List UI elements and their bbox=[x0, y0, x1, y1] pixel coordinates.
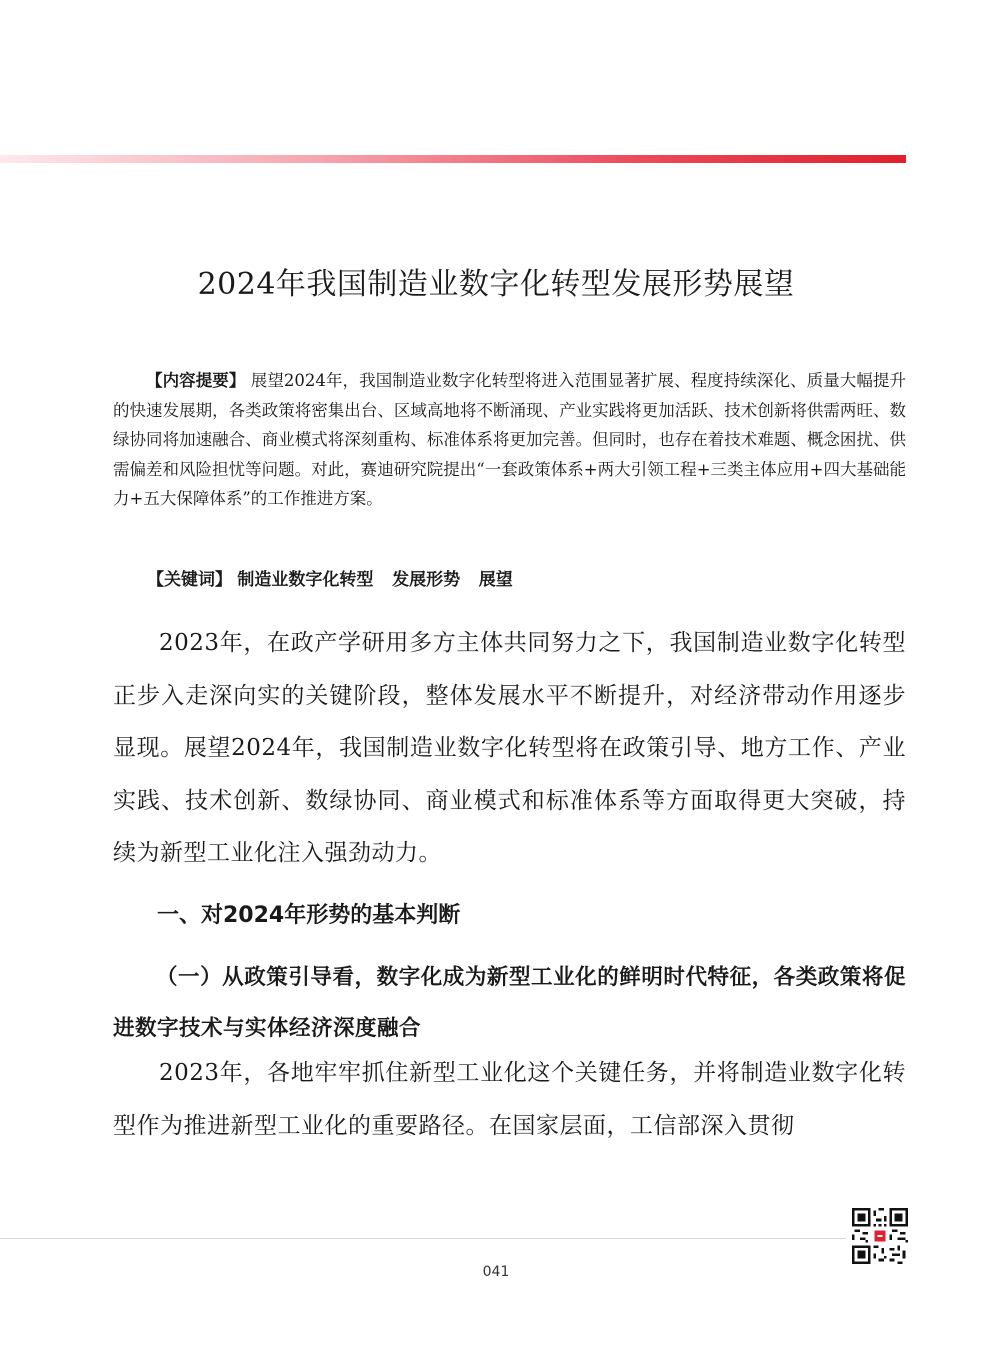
keyword: 展望 bbox=[478, 570, 513, 590]
abstract-text: 展望2024年，我国制造业数字化转型将进入范围显著扩展、程度持续深化、质量大幅提升的快速发展期，各类政策将密集出台、区域高地将不断涌现、产业实践将更加活跃、技术创新将供需两旺、数绿协同将加速融合、商业模式将深刻重构、标准体系将更加完善。但同时，也存在着技术难题、概念困扰、供需偏差和风险担忧等问题。对此，赛迪研究院提出“一套政策体系+两大引领工程+三类主体应用+四大基础能力+五大保障体系”的工作推进方案。 bbox=[113, 371, 906, 508]
qr-code-icon bbox=[852, 1208, 908, 1264]
footer-divider bbox=[0, 1238, 846, 1239]
article-title: 2024年我国制造业数字化转型发展形势展望 bbox=[197, 267, 795, 302]
keyword: 制造业数字化转型 bbox=[237, 570, 374, 590]
header-accent-bar bbox=[0, 155, 906, 163]
subsection-heading: （一）从政策引导看，数字化成为新型工业化的鲜明时代特征，各类政策将促进数字技术与实体经济深度融合 bbox=[113, 965, 906, 1041]
section-heading: 一、对2024年形势的基本判断 bbox=[157, 903, 461, 928]
keyword: 发展形势 bbox=[392, 570, 461, 590]
keywords-label: 【关键词】 bbox=[147, 570, 232, 590]
body-paragraph: 2023年，在政产学研用多方主体共同努力之下，我国制造业数字化转型正步入走深向实的关键阶段，整体发展水平不断提升，对经济带动作用逐步显现。展望2024年，我国制造业数字化转型将在政策引导、地方工作、产业实践、技术创新、数绿协同、商业模式和标准体系等方面取得更大突破，持续为新型工业化注入强劲动力。 bbox=[113, 630, 906, 866]
abstract-label: 【内容提要】 bbox=[146, 371, 246, 390]
abstract bbox=[113, 366, 906, 514]
page-number: 041 bbox=[482, 1264, 510, 1280]
keywords bbox=[113, 565, 906, 595]
body-paragraph: 2023年，各地牢牢抓住新型工业化这个关键任务，并将制造业数字化转型作为推进新型工业化的重要路径。在国家层面，工信部深入贯彻 bbox=[113, 1060, 906, 1139]
